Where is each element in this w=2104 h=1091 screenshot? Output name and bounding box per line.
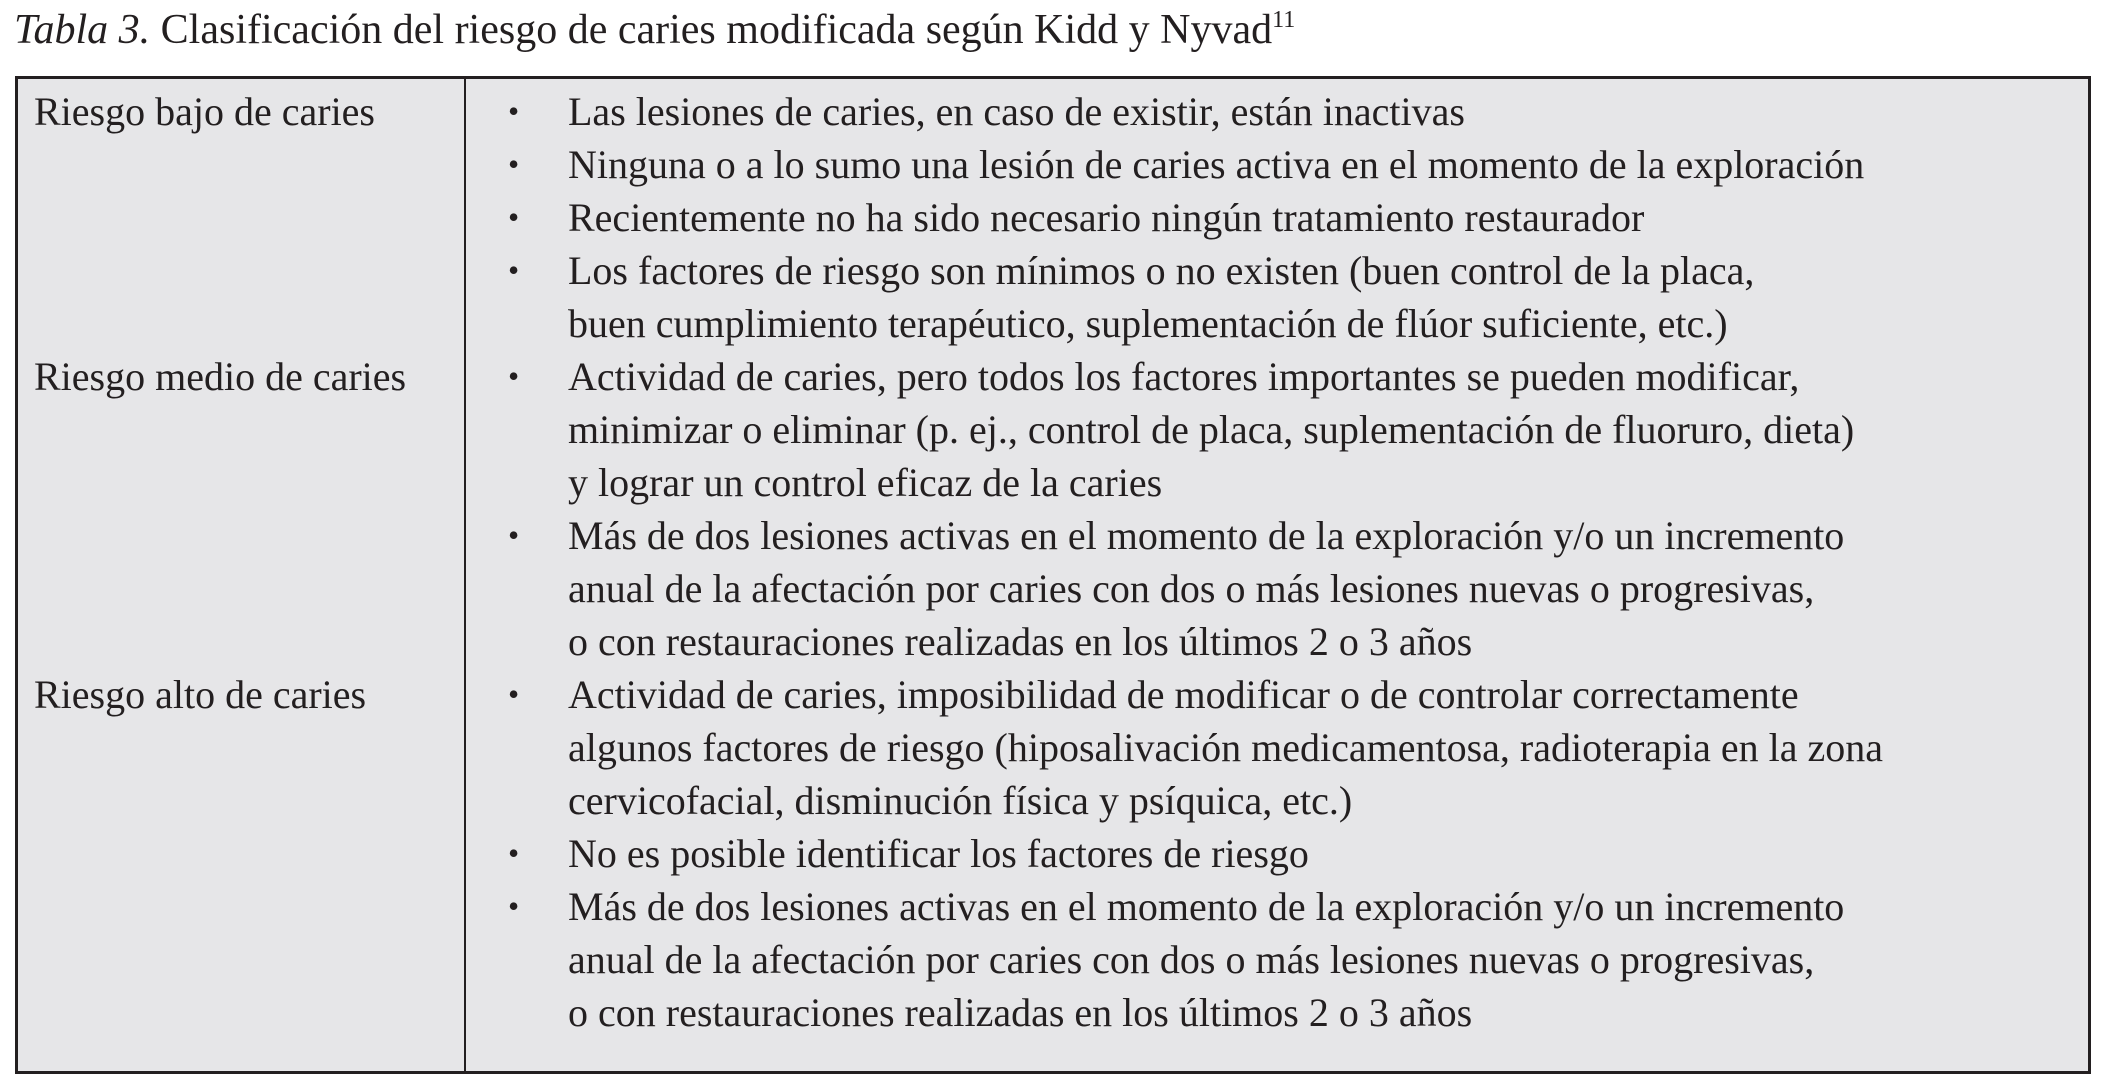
row-label: Riesgo medio de caries	[34, 354, 407, 399]
bullet-icon: •	[508, 93, 520, 129]
item-text-line: o con restauraciones realizadas en los últimos 2 o 3 años	[568, 619, 1473, 664]
column-divider	[464, 79, 466, 1071]
list-item	[498, 85, 2068, 138]
item-text-line: algunos factores de riesgo (hiposalivación medicamentosa, radioterapia en la zona	[568, 725, 1884, 770]
bullet-icon: •	[508, 146, 520, 182]
item-text-line: Más de dos lesiones activas en el momento de la exploración y/o un incremento	[568, 884, 1845, 929]
caption-text: Clasificación del riesgo de caries modificada según Kidd y Nyvad	[150, 7, 1273, 53]
bullet-icon: •	[508, 835, 520, 871]
list-item	[498, 244, 2068, 350]
item-text-line: y lograr un control eficaz de la caries	[568, 460, 1163, 505]
item-text-line: o con restauraciones realizadas en los últimos 2 o 3 años	[568, 990, 1473, 1035]
bullet-icon: •	[508, 358, 520, 394]
item-text-line: minimizar o eliminar (p. ej., control de placa, suplementación de fluoruro, dieta)	[568, 407, 1855, 452]
bullet-icon: •	[508, 888, 520, 924]
item-text-line: Los factores de riesgo son mínimos o no existen (buen control de la placa,	[568, 248, 1755, 293]
caption-label: Tabla 3.	[14, 7, 151, 53]
list-item	[498, 350, 2068, 509]
criteria-list	[498, 85, 2068, 350]
item-text-line: buen cumplimiento terapéutico, suplementación de flúor suficiente, etc.)	[568, 301, 1728, 346]
caption-reference: 11	[1272, 7, 1296, 33]
item-text-line: Las lesiones de caries, en caso de existir, están inactivas	[568, 89, 1465, 134]
item-text-line: Más de dos lesiones activas en el momento de la exploración y/o un incremento	[568, 513, 1845, 558]
bullet-icon: •	[508, 676, 520, 712]
list-item	[498, 138, 2068, 191]
list-item	[498, 880, 2068, 1039]
item-text-line: No es posible identificar los factores de riesgo	[568, 831, 1309, 876]
item-text-line: Actividad de caries, pero todos los factores importantes se pueden modificar,	[568, 354, 1800, 399]
item-text-line: cervicofacial, disminución física y psíquica, etc.)	[568, 778, 1353, 823]
criteria-list	[498, 350, 2068, 668]
item-text-line: anual de la afectación por caries con dos o más lesiones nuevas o progresivas,	[568, 937, 1815, 982]
row-label: Riesgo alto de caries	[34, 672, 367, 717]
row-label: Riesgo bajo de caries	[34, 89, 375, 134]
risk-classification-table	[15, 76, 2091, 1074]
bullet-icon: •	[508, 517, 520, 553]
list-item	[498, 509, 2068, 668]
item-text-line: Actividad de caries, imposibilidad de modificar o de controlar correctamente	[568, 672, 1799, 717]
item-text-line: anual de la afectación por caries con dos o más lesiones nuevas o progresivas,	[568, 566, 1815, 611]
table-caption	[14, 2, 1295, 64]
list-item	[498, 668, 2068, 827]
item-text-line: Recientemente no ha sido necesario ningún tratamiento restaurador	[568, 195, 1645, 240]
item-text-line: Ninguna o a lo sumo una lesión de caries activa en el momento de la exploración	[568, 142, 1865, 187]
list-item	[498, 827, 2068, 880]
bullet-icon: •	[508, 252, 520, 288]
criteria-list	[498, 668, 2068, 1039]
list-item	[498, 191, 2068, 244]
bullet-icon: •	[508, 199, 520, 235]
